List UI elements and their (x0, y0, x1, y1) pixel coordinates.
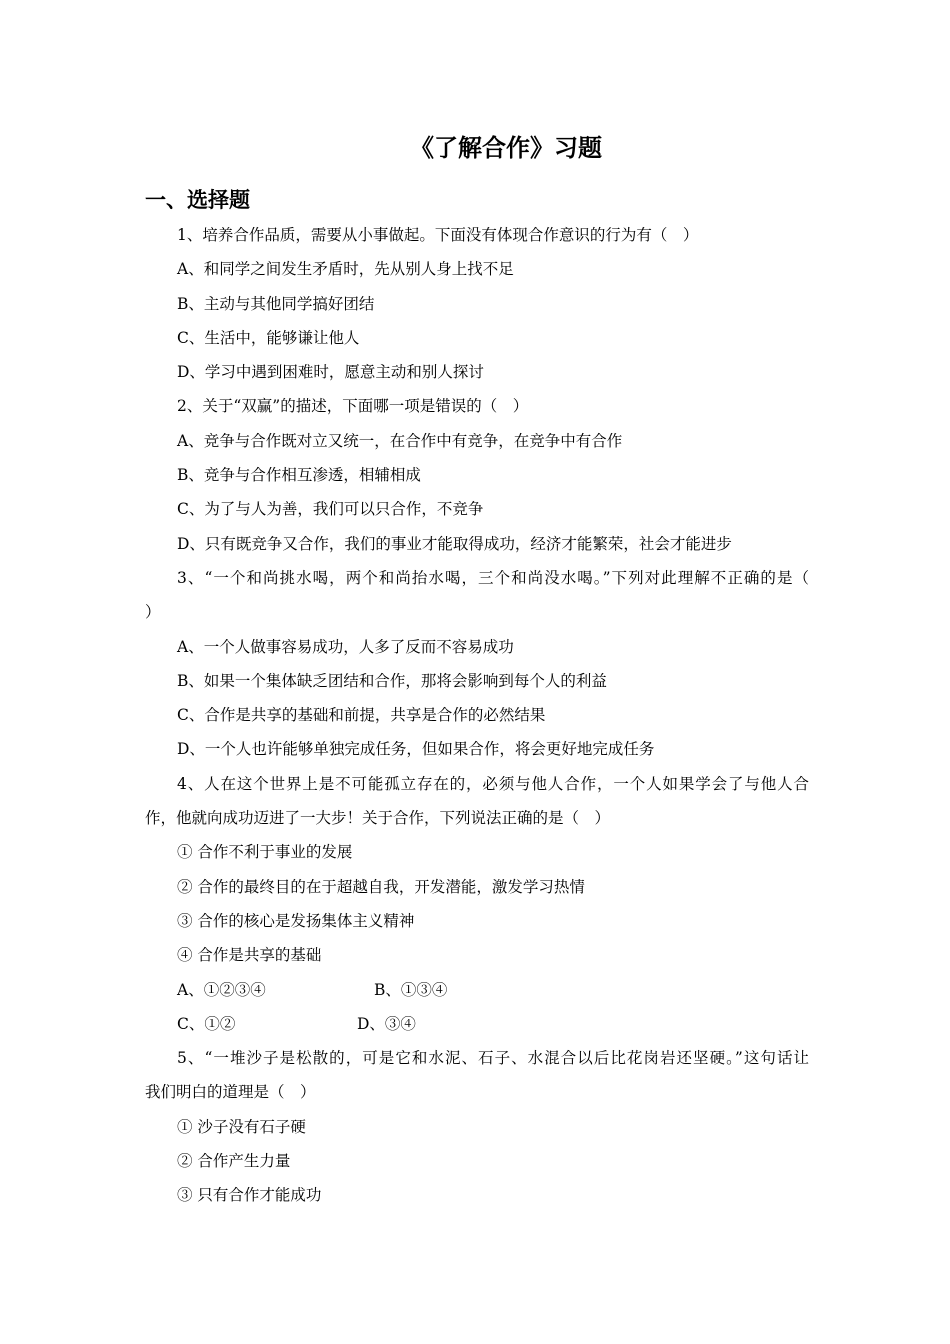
question-1-option-c: C、生活中，能够谦让他人 (177, 328, 360, 347)
question-5-stem-line-2: 我们明白的道理是（ ） (145, 1083, 316, 1102)
question-3-stem-line-1: 3、“一个和尚挑水喝，两个和尚抬水喝，三个和尚没水喝。”下列对此理解不正确的是（ (177, 568, 809, 587)
question-4-options-row-1 (145, 973, 809, 1007)
question-4-options-row-2 (145, 1007, 809, 1041)
question-1-option-d: D、学习中遇到困难时，愿意主动和别人探讨 (177, 363, 484, 382)
question-4-statement-4: ④ 合作是共享的基础 (177, 946, 322, 965)
question-2-stem: 2、关于“双赢”的描述，下面哪一项是错误的（ ） (177, 397, 529, 416)
question-4-option-b: B、①③④ (374, 980, 448, 999)
question-3-option-c: C、合作是共享的基础和前提，共享是合作的必然结果 (177, 706, 546, 725)
question-5-statement-3: ③ 只有合作才能成功 (177, 1186, 322, 1205)
question-5-statement-2: ② 合作产生力量 (177, 1152, 291, 1171)
question-3-option-b: B、如果一个集体缺乏团结和合作，那将会影响到每个人的利益 (177, 671, 607, 690)
question-4-option-c: C、①② (177, 1014, 236, 1033)
question-2-option-c: C、为了与人为善，我们可以只合作，不竞争 (177, 500, 484, 519)
question-4-option-a: A、①②③④ (177, 980, 266, 999)
question-2-option-b: B、竞争与合作相互渗透，相辅相成 (177, 466, 421, 485)
question-1-stem: 1、培养合作品质，需要从小事做起。下面没有体现合作意识的行为有（ ） (177, 226, 699, 244)
question-2-option-d: D、只有既竞争又合作，我们的事业才能取得成功，经济才能繁荣，社会才能进步 (177, 534, 732, 553)
question-4-statement-2: ② 合作的最终目的在于超越自我，开发潜能，激发学习热情 (177, 877, 585, 896)
question-1-option-a: A、和同学之间发生矛盾时，先从别人身上找不足 (177, 260, 514, 279)
question-5-statement-1: ① 沙子没有石子硬 (177, 1117, 306, 1136)
question-4-stem-line-1: 4、人在这个世界上是不可能孤立存在的，必须与他人合作，一个人如果学会了与他人合 (177, 774, 809, 793)
question-4-option-d: D、③④ (357, 1014, 416, 1033)
question-5-stem-line-1: 5、“一堆沙子是松散的，可是它和水泥、石子、水混合以后比花岗岩还坚硬。”这句话让 (177, 1049, 809, 1068)
question-3-stem-line-2: ） (145, 603, 161, 622)
question-3-option-a: A、一个人做事容易成功，人多了反而不容易成功 (177, 637, 514, 656)
section-heading: 一、选择题 (145, 188, 250, 212)
question-2-option-a: A、竞争与合作既对立又统一，在合作中有竞争，在竞争中有合作 (177, 431, 623, 450)
question-list (145, 218, 809, 1213)
question-4-statement-3: ③ 合作的核心是发扬集体主义精神 (177, 911, 415, 930)
question-4-statement-1: ① 合作不利于事业的发展 (177, 843, 353, 862)
document-title: 《了解合作》习题 (410, 134, 602, 162)
question-1-option-b: B、主动与其他同学搞好团结 (177, 294, 375, 313)
question-3-option-d: D、一个人也许能够单独完成任务，但如果合作，将会更好地完成任务 (177, 740, 655, 759)
question-4-stem-line-2: 作，他就向成功迈进了一大步！关于合作，下列说法正确的是（ ） (145, 809, 611, 828)
